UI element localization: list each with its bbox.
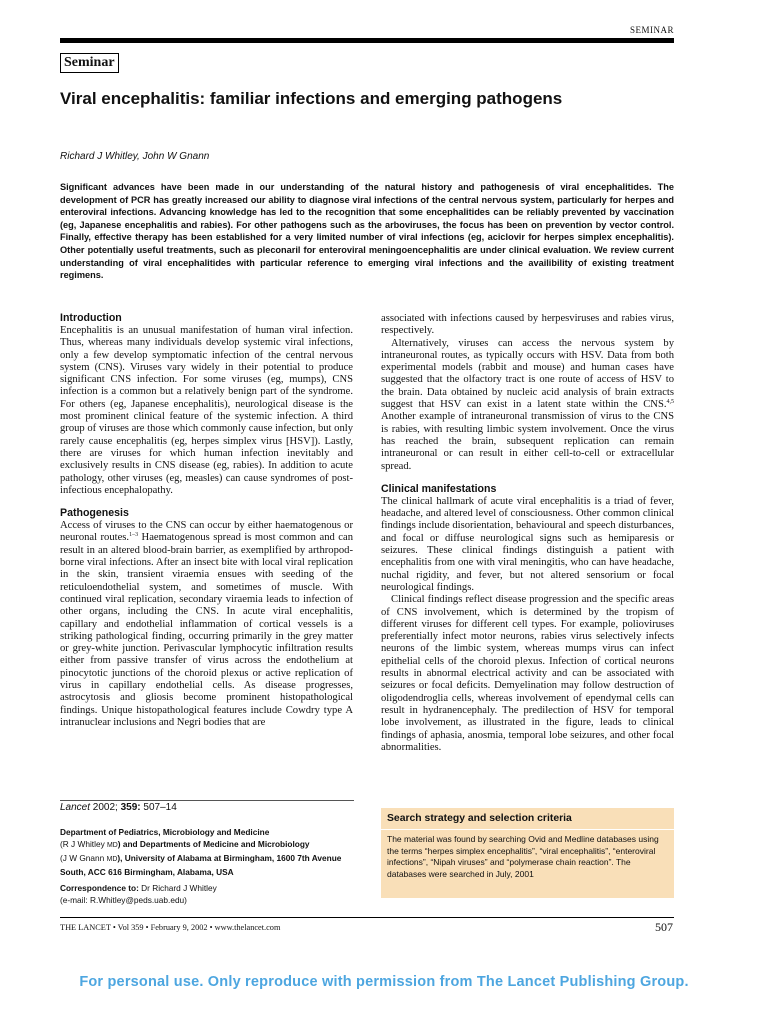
right-column — [381, 313, 674, 754]
usage-notice: For personal use. Only reproduce with permission from The Lancet Publishing Group. — [79, 974, 689, 990]
intro-heading: Introduction — [60, 312, 122, 324]
clinical-paragraph-1: The clinical hallmark of acute viral encephalitis is a triad of fever, headache, and altered level of consciousness. Other common clinical findings include disorientation, behavioural and speech disturbances, and focal or diffuse neurological signs such as hemiparesis or seizures. These clinical findings distinguish a patient with encephalitis from one with viral meningitis, who can have headache, nuchal rigidity, and fever, but not altered sensorium or focal neurological findings. — [381, 495, 674, 593]
clinical-heading: Clinical manifestations — [381, 482, 497, 495]
journal-footer: THE LANCET • Vol 359 • February 9, 2002 • www.thelancet.com — [60, 923, 281, 932]
citation-rule — [60, 800, 354, 801]
page-number: 507 — [655, 920, 673, 934]
abstract: Significant advances have been made in our understanding of the natural history and pathogenesis of viral encephalitides. The development of PCR has greatly increased our ability to diagnose viral infections of the central nervous system, particularly for herpes and enteroviral infections. Advancing knowledge has led to the recognition that some encephalitides can be reliably prevented by vaccination (eg, Japanese encephalitis and rabies). For other pathogens such as the arboviruses, the focus has been on prevention by vector control. Finally, effective therapy has been established for a very limited number of viral infections (eg, aciclovir for herpes simplex encephalitis). Other potentially useful treatments, such as pleconaril for enteroviral meningoencephalitis are under clinical evaluation. We review current understanding of viral encephalitides with particular reference to emerging viral infections and the availibility of existing treatment regimens. — [60, 182, 674, 281]
reference-marker: 4,5 — [666, 399, 674, 406]
affiliations — [60, 826, 360, 906]
box-divider — [381, 829, 674, 830]
header-rule — [60, 38, 674, 43]
pathogenesis-heading: Pathogenesis — [60, 507, 129, 520]
footer-rule — [60, 917, 674, 918]
search-strategy-text: The material was found by searching Ovid and Medline databases using the terms “herpes simplex encephalitis”, “viral encephalitis”, “enteroviral infections”, “Nipah viruses” and “polymerase chain reaction”. The databases were searched in July, 2001 — [387, 834, 659, 879]
correspondence: Correspondence to: Dr Richard J Whitley (e-mail: R.Whitley@peds.uab.edu) — [60, 883, 217, 905]
intro-paragraph: Encephalitis is an unusual manifestation of human viral infection. Thus, whereas many individuals develop systemic viral infections, only a few develop symptomatic infection of the central nervous system (CNS). Viruses vary widely in their potential to produce significant CNS infection. For some viruses (eg, mumps), CNS infection is a common but a relatively benign part of the syndrome. For others (eg, Japanese encephalitis), neurological disease is the most prominent clinical feature of the systemic infection. A third group of viruses are those which commonly cause infection, but only rarely cause encephalitis (eg, herpes simplex virus [HSV]). Lastly, there are viruses for which human infection inevitably and exclusively results in CNS disease (eg, rabies). In addition to acute pathology, other viruses (eg, measles) can cause syndromes of post-infectious encephalopathy. — [60, 325, 353, 496]
left-column — [60, 312, 353, 729]
search-strategy-title: Search strategy and selection criteria — [387, 813, 572, 824]
pathogenesis-paragraph-2: Alternatively, viruses can access the nervous system by intraneuronal routes, as typically occurs with HSV. Data from both experimental models (rabbit and mouse) and human cases have suggested that the olfactory tract is one route of access of HSV to the brain. Data obtained by nucleic acid analysis of brain extracts suggest that HSV can exist in a latent state within the CNS.$^{4,5}$ Another example of intraneuronal transmission of virus to the CNS is rabies, with resulting limbic system involvement. Once the virus has reached the brain, subsequent replication can remain intraneuronal or can result in either cell-to-cell or extracellular spread. — [381, 337, 674, 472]
pathogenesis-paragraph-1: Access of viruses to the CNS can occur by either haematogenous or neuronal routes.$^{1-3}$ Haematogenous spread is most common and can result in an altered blood-brain barrier, as exemplified by arthropod-borne viral infections. After an insect bite with local viral replication in the skin, transient viraemia ensues with seeding of the reticuloendothelial system, and sometimes of muscle. With continued viral replication, secondary viraemia leads to infection of other organs, including the CNS. In acute viral encephalitis, capillary and endothelial inflammation of cortical vessels is a striking pathological finding, occurring primarily in the grey matter or grey-white junction. Perivascular lymphocytic infiltration results either from passive transfer of virus across the endothelium at pinocytotic junctions of the choroid plexus or active replication of virus in capillary endothelial cells. As disease progresses, astrocytosis and gliosis become prominent histopathological findings. Unique histopathological features include Cowdry type A intranuclear inclusions and Negri bodies that are — [60, 520, 353, 728]
article-title: Viral encephalitis: familiar infections and emerging pathogens — [60, 89, 563, 108]
author-list: Richard J Whitley, John W Gnann — [60, 151, 210, 162]
search-strategy-box — [381, 808, 674, 898]
clinical-paragraph-2: Clinical findings reflect disease progression and the specific areas of CNS involvement, which is determined by the tropism of different viruses for different cell types. For example, polioviruses preferentially infect motor neurons, rabies virus selectively infects neurons of the limbic system, whereas mumps virus can infect epithelial cells of the choroid plexus. Infection of cortical neurons results in abnormal electrical activity and can be associated with seizures or focal deficits. Demyelination may follow destruction of oligodendroglia cells, whereas involvement of ependymal cells can result in hydranencephaly. The predilection of HSV for temporal lobe involvement, as illustrated in the figure, leads to clinical findings of aphasia, anosmia, temporal lobe seizures, and other focal abnormalities. — [381, 594, 674, 753]
email-address: (e-mail: R.Whitley@peds.uab.edu) — [60, 895, 187, 905]
pathogenesis-paragraph-1-continued: associated with infections caused by herpesviruses and rabies virus, respectively. — [381, 313, 674, 337]
affiliation-text: Department of Pediatrics, Microbiology and Medicine (R J Whitley MD) and Departments of Medicine and Microbiology (J W Gnann MD), University of Alabama at Birmingham, 1600 7th Avenue South, ACC 616 Birmingham, Alabama, USA — [60, 827, 342, 877]
citation: Lancet 2002; 359: 507–14 — [60, 802, 177, 813]
reference-marker: 1–3 — [129, 532, 139, 539]
running-head: SEMINAR — [629, 25, 674, 35]
section-label: Seminar — [60, 53, 119, 73]
